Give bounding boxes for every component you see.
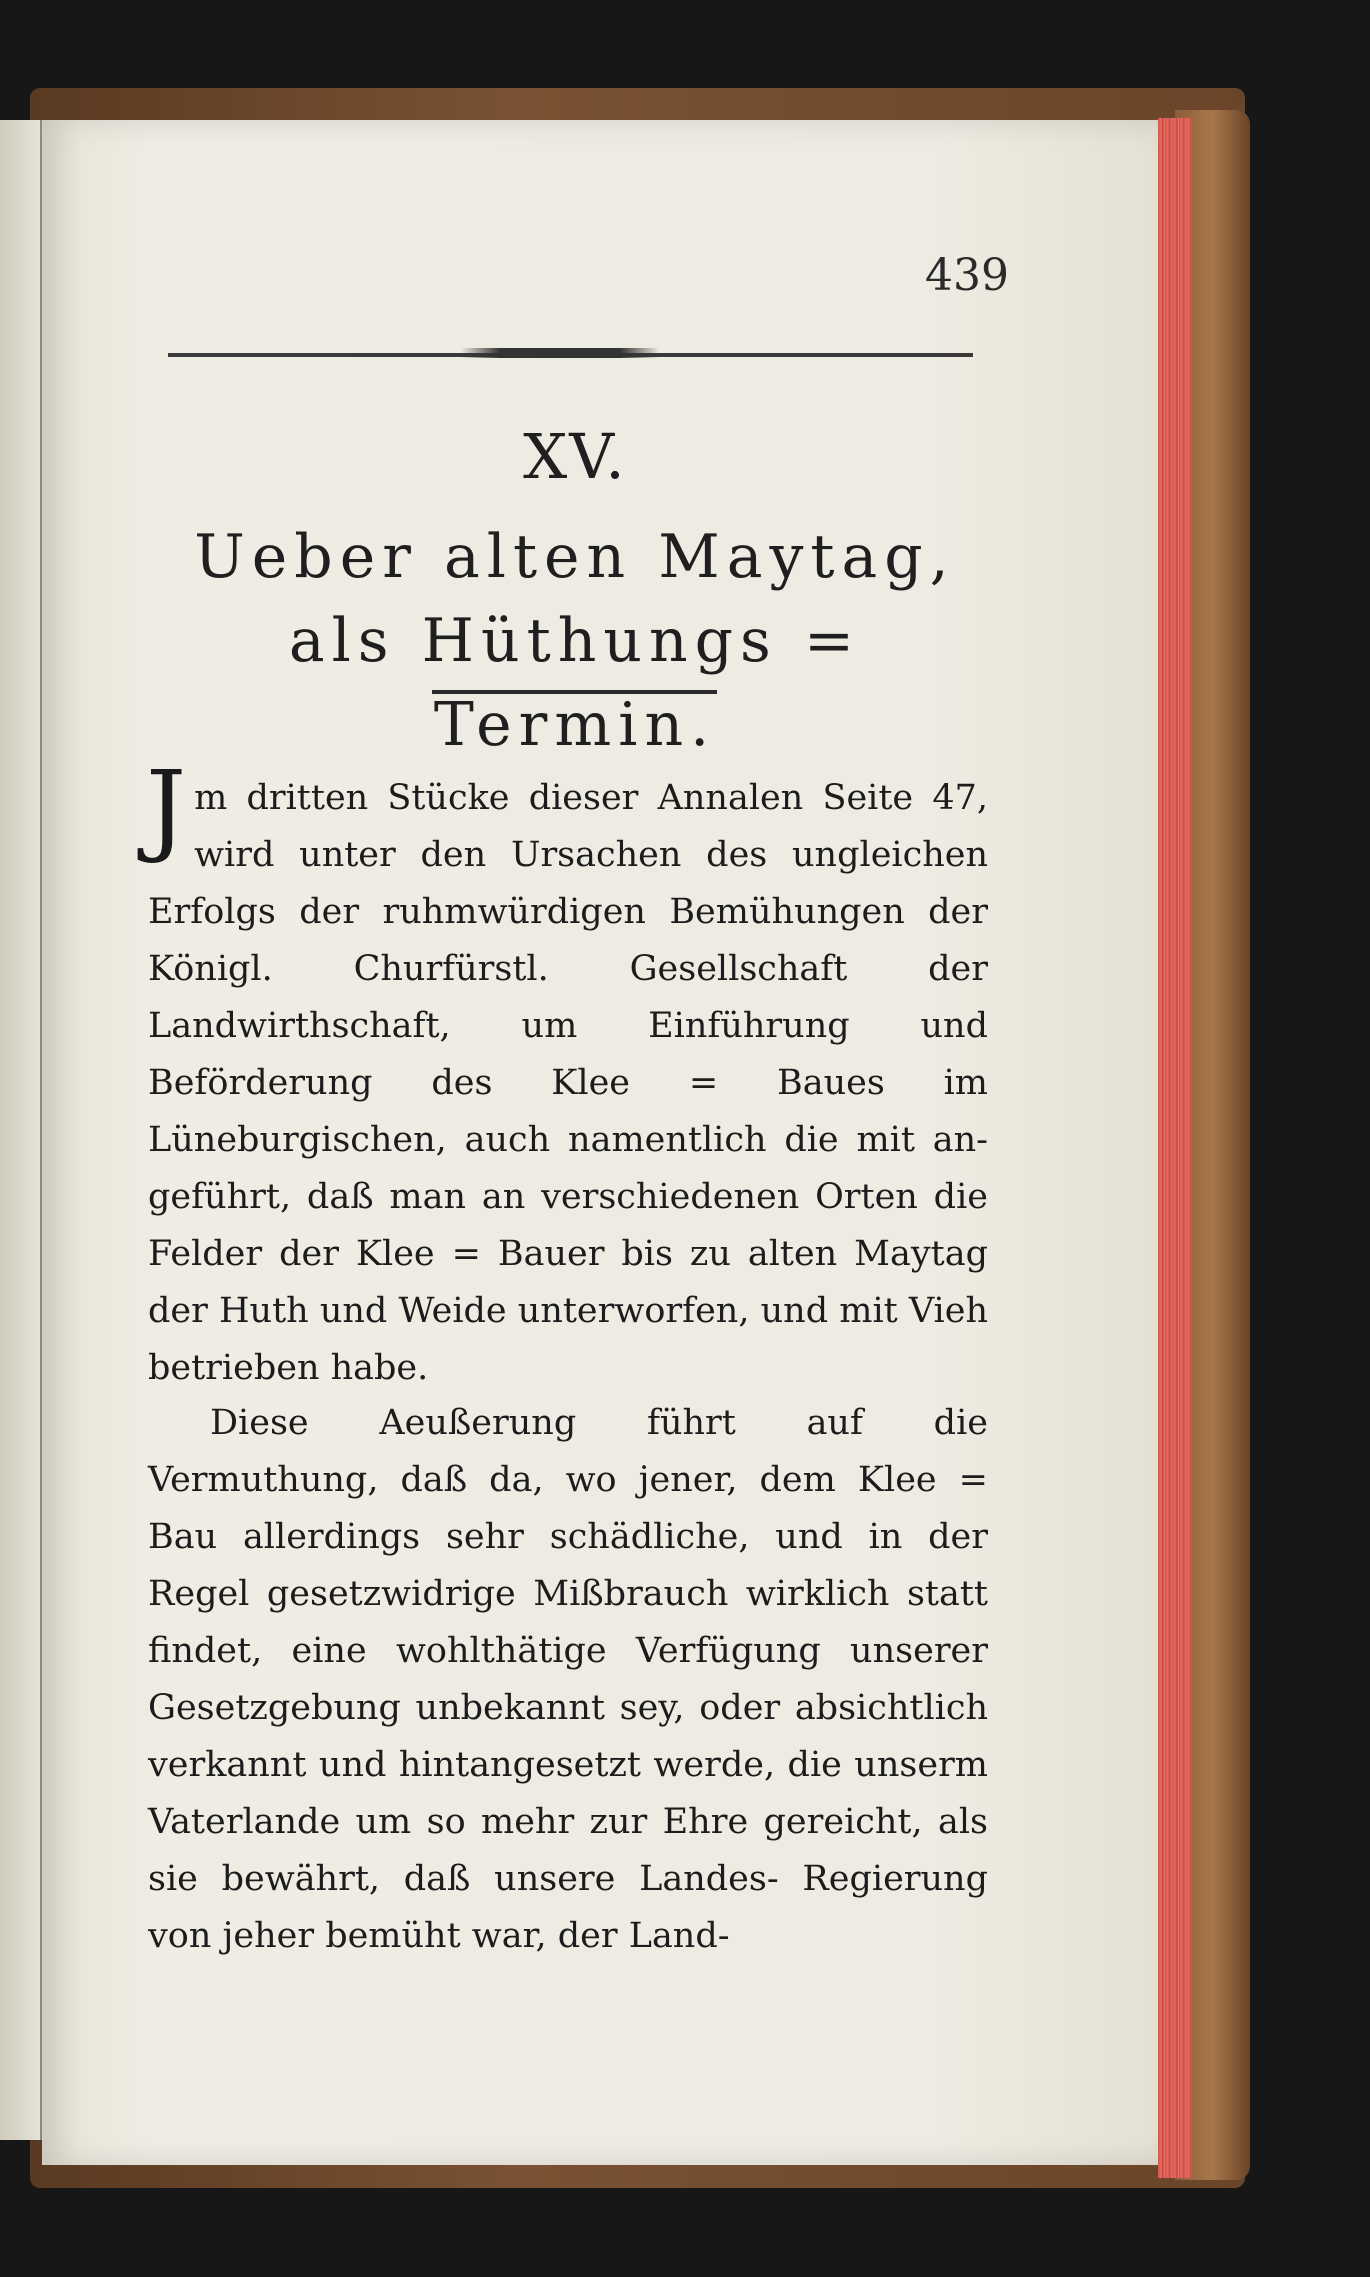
drop-cap: J — [146, 749, 187, 866]
paragraph-2: Diese Aeußerung führt auf die Vermuthung, daß da, wo jener, dem Klee = Bau allerdings sehr schädliche, und in der Regel gesetzwidrige Mißbrauch wirklich statt findet, eine wohlthätige Verfügung unserer Gesetzgebung unbekannt sey, oder absichtlich verkannt und hintangesetzt werde, die unserm Vaterlande um so mehr zur Ehre gereicht, als sie bewährt, daß unsere Landes- Regierung von jeher bemüht war, der Land- — [148, 1403, 988, 1956]
chapter-number: XV. — [523, 420, 627, 493]
paragraph-1 — [146, 749, 988, 1397]
page-number: 439 — [925, 250, 1009, 301]
chapter-title: Ueber alten Maytag, als Hüthungs = Termin. — [194, 522, 956, 760]
red-page-edges — [1158, 118, 1192, 2178]
title-rule — [432, 690, 717, 694]
header-rule-ornament — [460, 348, 660, 358]
paragraph-1-text: m dritten Stücke dieser Annalen Seite 47, wird unter den Ursachen des ungleichen Erfolgs der ruhmwürdigen Bemühungen der Königl. Churfürstl. Gesellschaft der Landwirthschaft, um Einführung und Beförderung des Klee = Baues im Lüneburgischen, auch namentlich die mit an- geführt, daß man an verschiedenen Orten die Felder der Klee = Bauer bis zu alten Maytag der Huth und Weide unterworfen, und mit Vieh betrieben habe. — [148, 778, 988, 1388]
